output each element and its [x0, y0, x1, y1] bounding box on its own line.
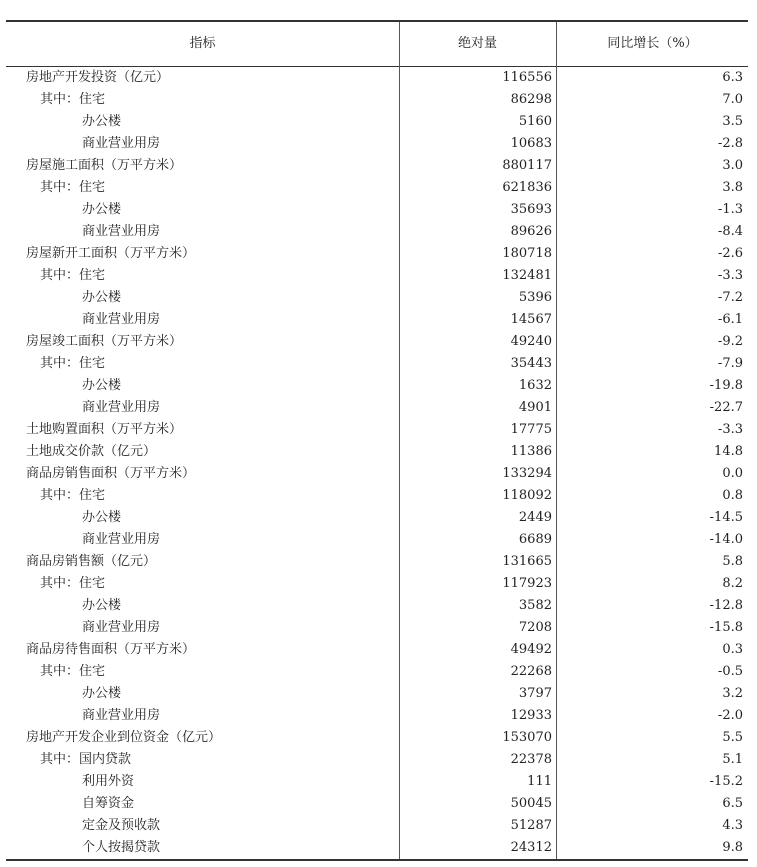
row-yoy-growth: -15.2: [709, 774, 743, 789]
row-indicator: 商业营业用房: [82, 312, 161, 327]
row-indicator: 商品房销售额（亿元）: [26, 554, 157, 569]
row-absolute-value: 14567: [510, 312, 552, 327]
table-row: [6, 353, 748, 375]
row-absolute-value: 6689: [518, 532, 552, 547]
row-yoy-growth: 0.0: [722, 466, 743, 481]
row-indicator: 房屋竣工面积（万平方米）: [26, 334, 183, 349]
table-header: [6, 22, 748, 66]
row-indicator: 其中：住宅: [40, 92, 106, 107]
row-yoy-growth: 5.1: [722, 752, 743, 767]
row-absolute-value: 22378: [510, 752, 552, 767]
row-yoy-growth: 3.2: [722, 686, 743, 701]
row-absolute-value: 880117: [502, 158, 552, 173]
table-row: [6, 331, 748, 353]
row-absolute-value: 5396: [518, 290, 552, 305]
row-absolute-value: 4901: [518, 400, 552, 415]
table-row: [6, 155, 748, 177]
row-indicator: 商业营业用房: [82, 620, 161, 635]
row-indicator: 商品房待售面积（万平方米）: [26, 642, 196, 657]
row-yoy-growth: 6.3: [722, 70, 743, 85]
row-indicator: 办公楼: [82, 598, 122, 613]
row-yoy-growth: 0.3: [722, 642, 743, 657]
row-indicator: 其中：住宅: [40, 664, 106, 679]
row-absolute-value: 3797: [518, 686, 552, 701]
row-yoy-growth: -7.2: [717, 290, 743, 305]
row-indicator: 个人按揭贷款: [82, 840, 161, 855]
row-absolute-value: 5160: [518, 114, 552, 129]
row-yoy-growth: -1.3: [717, 202, 743, 217]
row-absolute-value: 117923: [502, 576, 552, 591]
row-indicator: 商业营业用房: [82, 532, 161, 547]
row-absolute-value: 7208: [518, 620, 552, 635]
table-row: [6, 595, 748, 617]
row-absolute-value: 89626: [510, 224, 552, 239]
row-indicator: 其中：住宅: [40, 488, 106, 503]
table-row: [6, 727, 748, 749]
row-yoy-growth: 6.5: [722, 796, 743, 811]
row-indicator: 定金及预收款: [82, 818, 161, 833]
row-absolute-value: 49240: [510, 334, 552, 349]
row-indicator: 办公楼: [82, 202, 122, 217]
row-yoy-growth: 5.5: [722, 730, 743, 745]
row-absolute-value: 22268: [510, 664, 552, 679]
row-indicator: 办公楼: [82, 686, 122, 701]
row-yoy-growth: 3.5: [722, 114, 743, 129]
row-yoy-growth: 3.0: [722, 158, 743, 173]
row-absolute-value: 17775: [510, 422, 552, 437]
row-yoy-growth: 14.8: [714, 444, 743, 459]
row-absolute-value: 24312: [510, 840, 552, 855]
table-row: [6, 529, 748, 551]
table-row: [6, 133, 748, 155]
row-yoy-growth: 0.8: [722, 488, 743, 503]
table-row: [6, 243, 748, 265]
table-row: [6, 419, 748, 441]
row-indicator: 其中：住宅: [40, 180, 106, 195]
row-absolute-value: 3582: [518, 598, 552, 613]
row-yoy-growth: 7.0: [722, 92, 743, 107]
table-row: [6, 551, 748, 573]
row-yoy-growth: -3.3: [717, 268, 743, 283]
row-absolute-value: 35443: [510, 356, 552, 371]
row-yoy-growth: 5.8: [722, 554, 743, 569]
table-row: [6, 309, 748, 331]
table-row: [6, 573, 748, 595]
row-indicator: 办公楼: [82, 114, 122, 129]
row-yoy-growth: -7.9: [717, 356, 743, 371]
table-row: [6, 771, 748, 793]
row-absolute-value: 49492: [510, 642, 552, 657]
header-absolute-value: 绝对量: [457, 36, 497, 51]
row-yoy-growth: -14.0: [709, 532, 743, 547]
row-indicator: 土地成交价款（亿元）: [26, 444, 157, 459]
row-absolute-value: 133294: [502, 466, 552, 481]
table-row: [6, 199, 748, 221]
row-yoy-growth: -12.8: [709, 598, 743, 613]
table-row: [6, 111, 748, 133]
row-indicator: 商业营业用房: [82, 136, 161, 151]
table-row: [6, 837, 748, 859]
row-indicator: 商品房销售面积（万平方米）: [26, 466, 196, 481]
row-absolute-value: 180718: [502, 246, 552, 261]
row-indicator: 其中：住宅: [40, 268, 106, 283]
row-yoy-growth: -0.5: [717, 664, 743, 679]
row-yoy-growth: 4.3: [722, 818, 743, 833]
row-indicator: 土地购置面积（万平方米）: [26, 422, 183, 437]
row-absolute-value: 2449: [518, 510, 552, 525]
row-yoy-growth: -6.1: [717, 312, 743, 327]
table-body: [6, 67, 748, 859]
table-row: [6, 683, 748, 705]
row-yoy-growth: -3.3: [717, 422, 743, 437]
row-indicator: 办公楼: [82, 378, 122, 393]
row-yoy-growth: -15.8: [709, 620, 743, 635]
row-indicator: 其中：国内贷款: [40, 752, 132, 767]
table-row: [6, 639, 748, 661]
table-bottom-rule: [6, 859, 748, 861]
row-absolute-value: 50045: [510, 796, 552, 811]
row-absolute-value: 118092: [502, 488, 552, 503]
row-absolute-value: 116556: [502, 70, 552, 85]
row-indicator: 其中：住宅: [40, 356, 106, 371]
row-indicator: 利用外资: [82, 774, 135, 789]
header-indicator: 指标: [189, 36, 216, 51]
table-row: [6, 705, 748, 727]
row-absolute-value: 153070: [502, 730, 552, 745]
row-absolute-value: 12933: [510, 708, 552, 723]
table-row: [6, 67, 748, 89]
table-row: [6, 89, 748, 111]
row-yoy-growth: -22.7: [709, 400, 743, 415]
row-absolute-value: 51287: [510, 818, 552, 833]
row-yoy-growth: -2.6: [717, 246, 743, 261]
row-absolute-value: 11386: [510, 444, 552, 459]
row-yoy-growth: -8.4: [717, 224, 743, 239]
table-row: [6, 441, 748, 463]
table-row: [6, 265, 748, 287]
table-row: [6, 375, 748, 397]
row-indicator: 商业营业用房: [82, 708, 161, 723]
table-row: [6, 749, 748, 771]
row-yoy-growth: -2.8: [717, 136, 743, 151]
row-indicator: 办公楼: [82, 290, 122, 305]
row-indicator: 办公楼: [82, 510, 122, 525]
row-absolute-value: 86298: [510, 92, 552, 107]
row-yoy-growth: -2.0: [717, 708, 743, 723]
row-indicator: 房地产开发企业到位资金（亿元）: [26, 730, 222, 745]
row-yoy-growth: -9.2: [717, 334, 743, 349]
table-row: [6, 617, 748, 639]
table-row: [6, 793, 748, 815]
row-indicator: 其中：住宅: [40, 576, 106, 591]
table-row: [6, 287, 748, 309]
row-yoy-growth: 9.8: [722, 840, 743, 855]
row-indicator: 自筹资金: [82, 796, 135, 811]
row-yoy-growth: 8.2: [722, 576, 743, 591]
row-indicator: 房地产开发投资（亿元）: [26, 70, 170, 85]
row-indicator: 房屋施工面积（万平方米）: [26, 158, 183, 173]
row-absolute-value: 131665: [502, 554, 552, 569]
table-row: [6, 661, 748, 683]
row-absolute-value: 1632: [518, 378, 552, 393]
table-row: [6, 507, 748, 529]
row-yoy-growth: -19.8: [709, 378, 743, 393]
row-absolute-value: 111: [527, 774, 552, 789]
row-absolute-value: 10683: [510, 136, 552, 151]
row-indicator: 商业营业用房: [82, 400, 161, 415]
table-row: [6, 815, 748, 837]
table-row: [6, 463, 748, 485]
header-yoy-growth: 同比增长（%）: [607, 36, 698, 51]
row-yoy-growth: 3.8: [722, 180, 743, 195]
table-row: [6, 177, 748, 199]
table-row: [6, 485, 748, 507]
row-absolute-value: 35693: [510, 202, 552, 217]
row-indicator: 房屋新开工面积（万平方米）: [26, 246, 196, 261]
row-absolute-value: 621836: [502, 180, 552, 195]
row-indicator: 商业营业用房: [82, 224, 161, 239]
row-absolute-value: 132481: [502, 268, 552, 283]
table-row: [6, 221, 748, 243]
row-yoy-growth: -14.5: [709, 510, 743, 525]
table-row: [6, 397, 748, 419]
